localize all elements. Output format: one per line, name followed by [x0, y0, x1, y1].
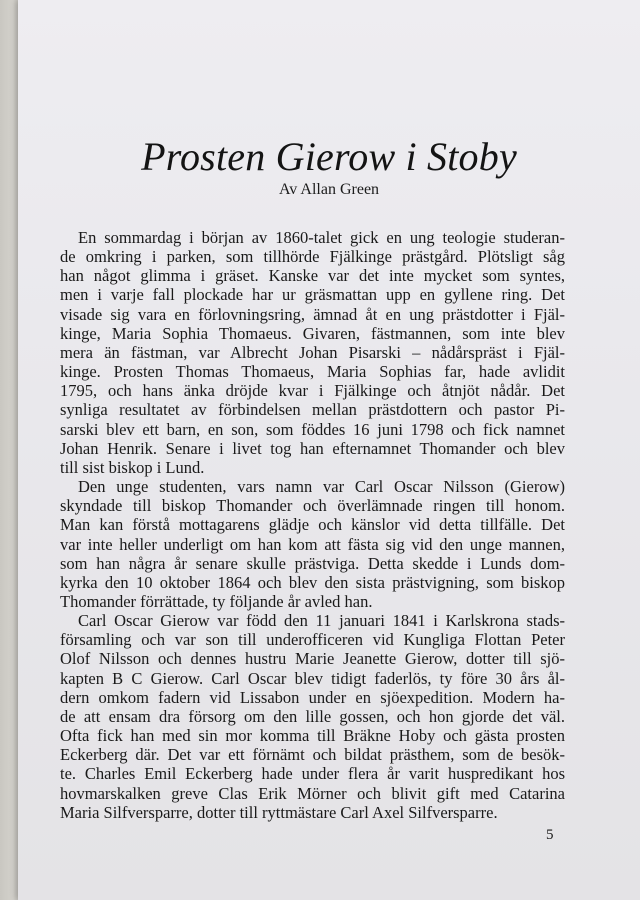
text-line: visade sig vara en förlovningsring, ämnad åt en ung prästdotter i Fjäl- [60, 304, 565, 324]
paragraph [60, 477, 565, 611]
article-title: Prosten Gierow i Stoby [141, 134, 517, 179]
text-line: mera än fästman, var Albrecht Johan Pisarski – nådårspräst i Fjäl- [60, 342, 565, 362]
text-line: de omkring i parken, som tillhörde Fjälkinge prästgård. Plötsligt såg [60, 247, 565, 267]
text-line: hovmarskalken greve Clas Erik Mörner och blivit gift med Catarina [60, 783, 565, 803]
text-line: Eckerberg där. Det var ett förnämt och bildat prästhem, som de besök- [60, 745, 565, 765]
text-line: var inte heller underligt om han kom att fästa sig vid den unge mannen, [60, 534, 565, 554]
text-line: Carl Oscar Gierow var född den 11 januari 1841 i Karlskrona stads- [78, 611, 565, 631]
text-line: Ofta fick han med sin mor komma till Bräkne Hoby och gästa prosten [60, 726, 565, 746]
article-body [60, 228, 565, 822]
text-line: Olof Nilsson och dennes hustru Marie Jeanette Gierow, dotter till sjö- [60, 649, 565, 669]
text-line: Maria Silfversparre, dotter till ryttmästare Carl Axel Silfversparre. [60, 802, 498, 822]
text-line: till sist biskop i Lund. [60, 457, 205, 477]
text-line: Den unge studenten, vars namn var Carl Oscar Nilsson (Gierow) [78, 477, 565, 497]
text-line: men i varje fall plockade har ur gräsmattan upp en gyllene ring. Det [60, 285, 565, 305]
article-byline: Av Allan Green [278, 181, 380, 198]
text-line: Johan Henrik. Senare i livet tog han efternamnet Thomander och blev [60, 438, 565, 458]
text-line: församling och var son till underofficeren vid Kungliga Flottan Peter [60, 630, 565, 650]
text-line: 1795, och hans änka dröjde kvar i Fjälkinge och åtnjöt nådår. Det [60, 381, 565, 401]
text-line: En sommardag i början av 1860-talet gick en ung teologie studeran- [78, 228, 565, 247]
text-line: synliga resultatet av förbindelsen mellan prästdottern och pastor Pi- [60, 400, 565, 420]
text-line: Thomander förrättade, ty följande år avled han. [60, 591, 373, 611]
page-number: 5 [546, 827, 554, 843]
text-line: dern omkom fadern vid Lissabon under en sjöexpedition. Modern ha- [60, 687, 565, 707]
text-line: Man kan förstå mottagarens glädje och känslor vid detta tillfälle. Det [60, 515, 565, 535]
text-line: skyndade till biskop Thomander och överlämnade ringen till honom. [60, 496, 565, 516]
text-line: kinge. Prosten Thomas Thomaeus, Maria Sophias far, hade avlidit [60, 362, 565, 382]
book-page [18, 0, 640, 900]
text-line: sarski blev ett barn, en son, som föddes 16 juni 1798 och fick namnet [60, 419, 565, 439]
paragraph [60, 611, 565, 822]
paragraph [60, 228, 565, 477]
text-line: han något glimma i gräset. Kanske var det inte mycket som syntes, [60, 266, 565, 286]
text-line: kyrka den 10 oktober 1864 och blev den sista prästvigning, som biskop [60, 572, 565, 592]
text-line: som han några år senare skulle prästviga. Detta skedde i Lunds dom- [60, 553, 565, 573]
text-line: te. Charles Emil Eckerberg hade under flera år varit huspredikant hos [60, 764, 565, 784]
text-line: kapten B C Gierow. Carl Oscar blev tidigt faderlös, ty före 30 års ål- [60, 668, 565, 688]
text-line: de att ensam dra försorg om den lille gossen, och hon gjorde det väl. [60, 706, 565, 726]
text-line: kinge, Maria Sophia Thomaeus. Givaren, fästmannen, som inte blev [60, 323, 565, 343]
